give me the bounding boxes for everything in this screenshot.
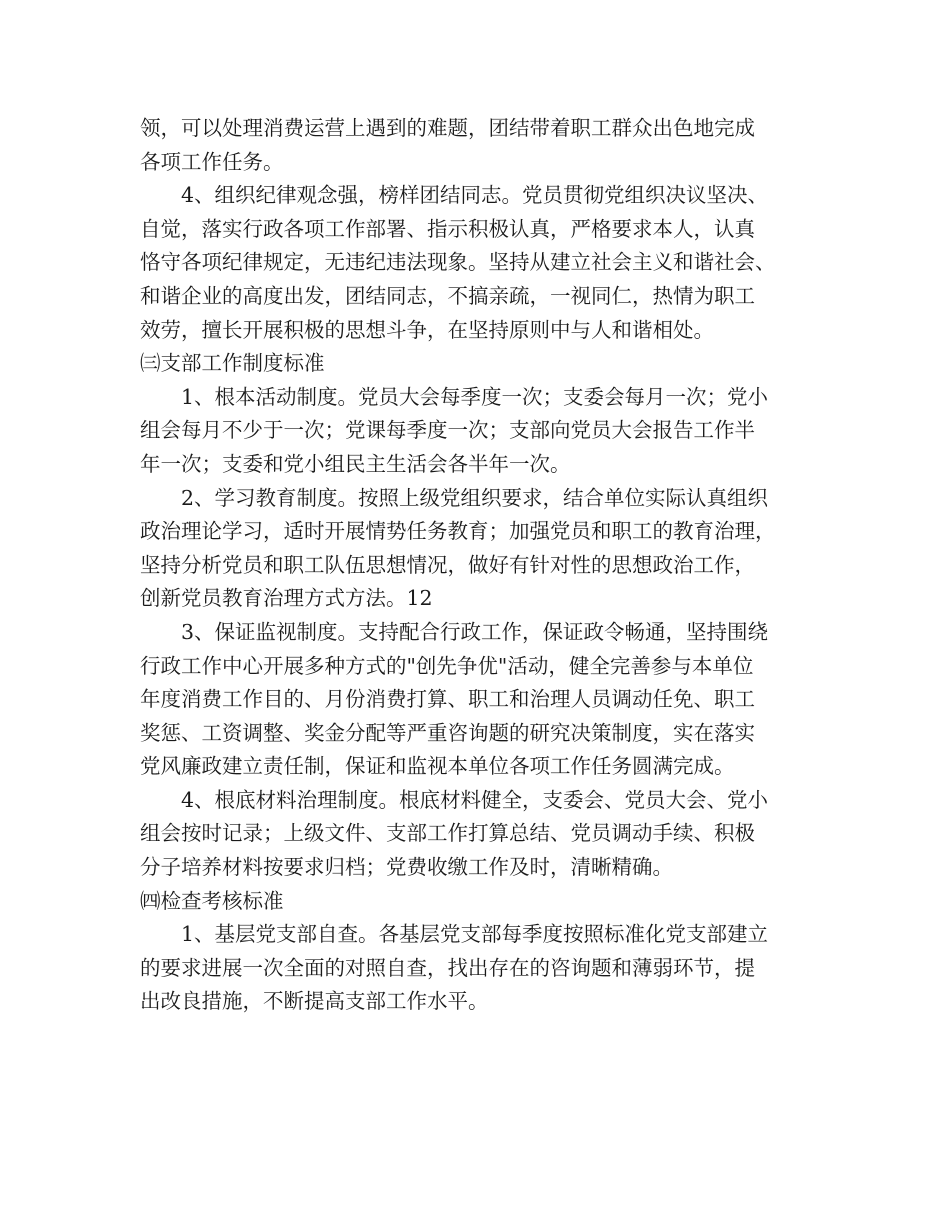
text-line: 组会按时记录；上级文件、支部工作打算总结、党员调动手续、积极: [140, 821, 755, 846]
heading-line: ㈣检查考核标准: [140, 888, 284, 913]
paragraph-activity-system: [140, 381, 820, 482]
text-line: 党风廉政建立责任制，保证和监视本单位各项工作任务圆满完成。: [140, 754, 735, 779]
paragraph-self-check: [140, 918, 820, 1019]
text-line: 4、组织纪律观念强，榜样团结同志。党员贯彻党组织决议坚决、: [181, 183, 769, 208]
text-line: 自觉，落实行政各项工作部署、指示积极认真，严格要求本人，认真: [140, 216, 755, 241]
paragraph-study-system: [140, 482, 820, 616]
text-line: 组会每月不少于一次；党课每季度一次；支部向党员大会报告工作半: [140, 418, 755, 443]
section-heading-3: [140, 347, 820, 381]
text-line: 3、保证监视制度。支持配合行政工作，保证政令畅通，坚持围绕: [181, 619, 769, 644]
text-line: 1、基层党支部自查。各基层党支部每季度按照标准化党支部建立: [181, 922, 769, 947]
document-body: [140, 112, 820, 1019]
text-line: 4、根底材料治理制度。根底材料健全，支委会、党员大会、党小: [181, 787, 769, 812]
text-line: 坚持分析党员和职工队伍思想情况，做好有针对性的思想政治工作，: [140, 552, 755, 577]
paragraph-continuation: [140, 112, 820, 179]
text-line: 年一次；支委和党小组民主生活会各半年一次。: [140, 451, 571, 476]
text-line: 创新党员教育治理方式方法。12: [140, 586, 433, 611]
text-line: 出改良措施，不断提高支部工作水平。: [140, 989, 489, 1014]
text-line: 效劳，擅长开展积极的思想斗争，在坚持原则中与人和谐相处。: [140, 317, 714, 342]
text-line: 2、学习教育制度。按照上级党组织要求，结合单位实际认真组织: [181, 485, 769, 510]
paragraph-materials-system: [140, 784, 820, 885]
text-line: 和谐企业的高度出发，团结同志，不搞亲疏，一视同仁，热情为职工: [140, 283, 755, 308]
text-line: 各项工作任务。: [140, 149, 284, 174]
paragraph-supervision-system: [140, 616, 820, 784]
text-line: 的要求进展一次全面的对照自查，找出存在的咨询题和薄弱环节，提: [140, 955, 755, 980]
text-line: 分子培养材料按要求归档；党费收缴工作及时，清晰精确。: [140, 855, 673, 880]
paragraph-discipline: [140, 179, 820, 347]
text-line: 领，可以处理消费运营上遇到的难题，团结带着职工群众出色地完成: [140, 116, 755, 140]
text-line: 恪守各项纪律规定，无违纪违法现象。坚持从建立社会主义和谐社会、: [140, 250, 776, 275]
heading-line: ㈢支部工作制度标准: [140, 351, 325, 376]
text-line: 1、根本活动制度。党员大会每季度一次；支委会每月一次；党小: [181, 384, 769, 409]
text-line: 年度消费工作目的、月份消费打算、职工和治理人员调动任免、职工: [140, 687, 755, 712]
section-heading-4: [140, 885, 820, 919]
text-line: 政治理论学习，适时开展情势任务教育；加强党员和职工的教育治理，: [140, 519, 776, 544]
text-line: 奖惩、工资调整、奖金分配等严重咨询题的研究决策制度，实在落实: [140, 720, 755, 745]
text-line: 行政工作中心开展多种方式的"创先争优"活动，健全完善参与本单位: [140, 653, 754, 678]
